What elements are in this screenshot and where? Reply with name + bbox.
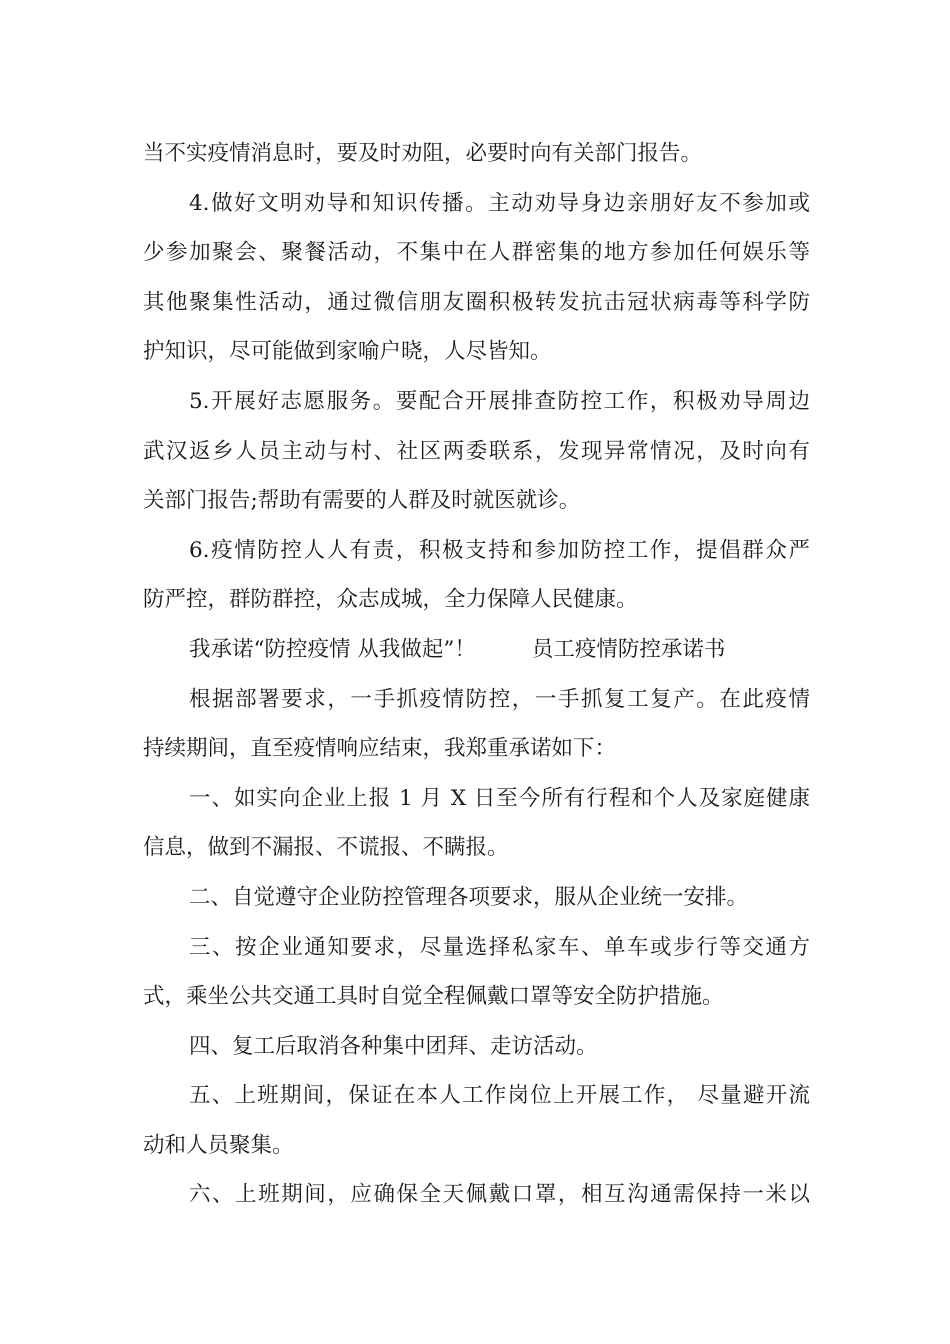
text-line: 动和人员聚集。 xyxy=(143,1132,294,1158)
text-line: 式，乘坐公共交通工具时自觉全程佩戴口罩等安全防护措施。 xyxy=(143,984,724,1010)
text-line: 少参加聚会、聚餐活动，不集中在人群密集的地方参加任何娱乐等 xyxy=(143,240,810,266)
section-title: 员工疫情防控承诺书 xyxy=(531,636,726,662)
text-line: 关部门报告;帮助有需要的人群及时就医就诊。 xyxy=(143,488,581,514)
text-line: 防严控，群防群控，众志成城，全力保障人民健康。 xyxy=(143,587,638,613)
text-line: 二、自觉遵守企业防控管理各项要求，服从企业统一安排。 xyxy=(189,884,749,910)
text-line: 护知识，尽可能做到家喻户晓，人尽皆知。 xyxy=(143,339,552,365)
text-line: 五、上班期间，保证在本人工作岗位上开展工作， 尽量避开流 xyxy=(189,1083,810,1109)
pledge-line xyxy=(143,625,810,675)
text-line: 四、复工后取消各种集中团拜、走访活动。 xyxy=(189,1033,598,1059)
text-line: 六、上班期间，应确保全天佩戴口罩，相互沟通需保持一米以 xyxy=(189,1182,810,1208)
pledge-slogan: 我承诺“防控疫情 从我做起”！ xyxy=(189,636,476,662)
text-line: 一、如实向企业上报 1 月 X 日至今所有行程和个人及家庭健康 xyxy=(189,785,810,811)
text-line: 4.做好文明劝导和知识传播。主动劝导身边亲朋好友不参加或 xyxy=(189,190,810,216)
text-line: 根据部署要求，一手抓疫情防控，一手抓复工复产。在此疫情 xyxy=(189,686,810,712)
text-line: 5.开展好志愿服务。要配合开展排查防控工作，积极劝导周边 xyxy=(189,388,810,414)
text-line: 当不实疫情消息时，要及时劝阻，必要时向有关部门报告。 xyxy=(143,141,703,166)
text-line: 持续期间，直至疫情响应结束，我郑重承诺如下： xyxy=(143,736,617,762)
text-line: 武汉返乡人员主动与村、社区两委联系，发现异常情况，及时向有 xyxy=(143,438,810,464)
text-line: 三、按企业通知要求，尽量选择私家车、单车或步行等交通方 xyxy=(189,934,810,960)
document-body xyxy=(143,129,810,1220)
text-line: 信息，做到不漏报、不谎报、不瞒报。 xyxy=(143,835,509,861)
text-line: 其他聚集性活动，通过微信朋友圈积极转发抗击冠状病毒等科学防 xyxy=(143,289,810,315)
text-line: 6.疫情防控人人有责，积极支持和参加防控工作，提倡群众严 xyxy=(189,537,810,563)
